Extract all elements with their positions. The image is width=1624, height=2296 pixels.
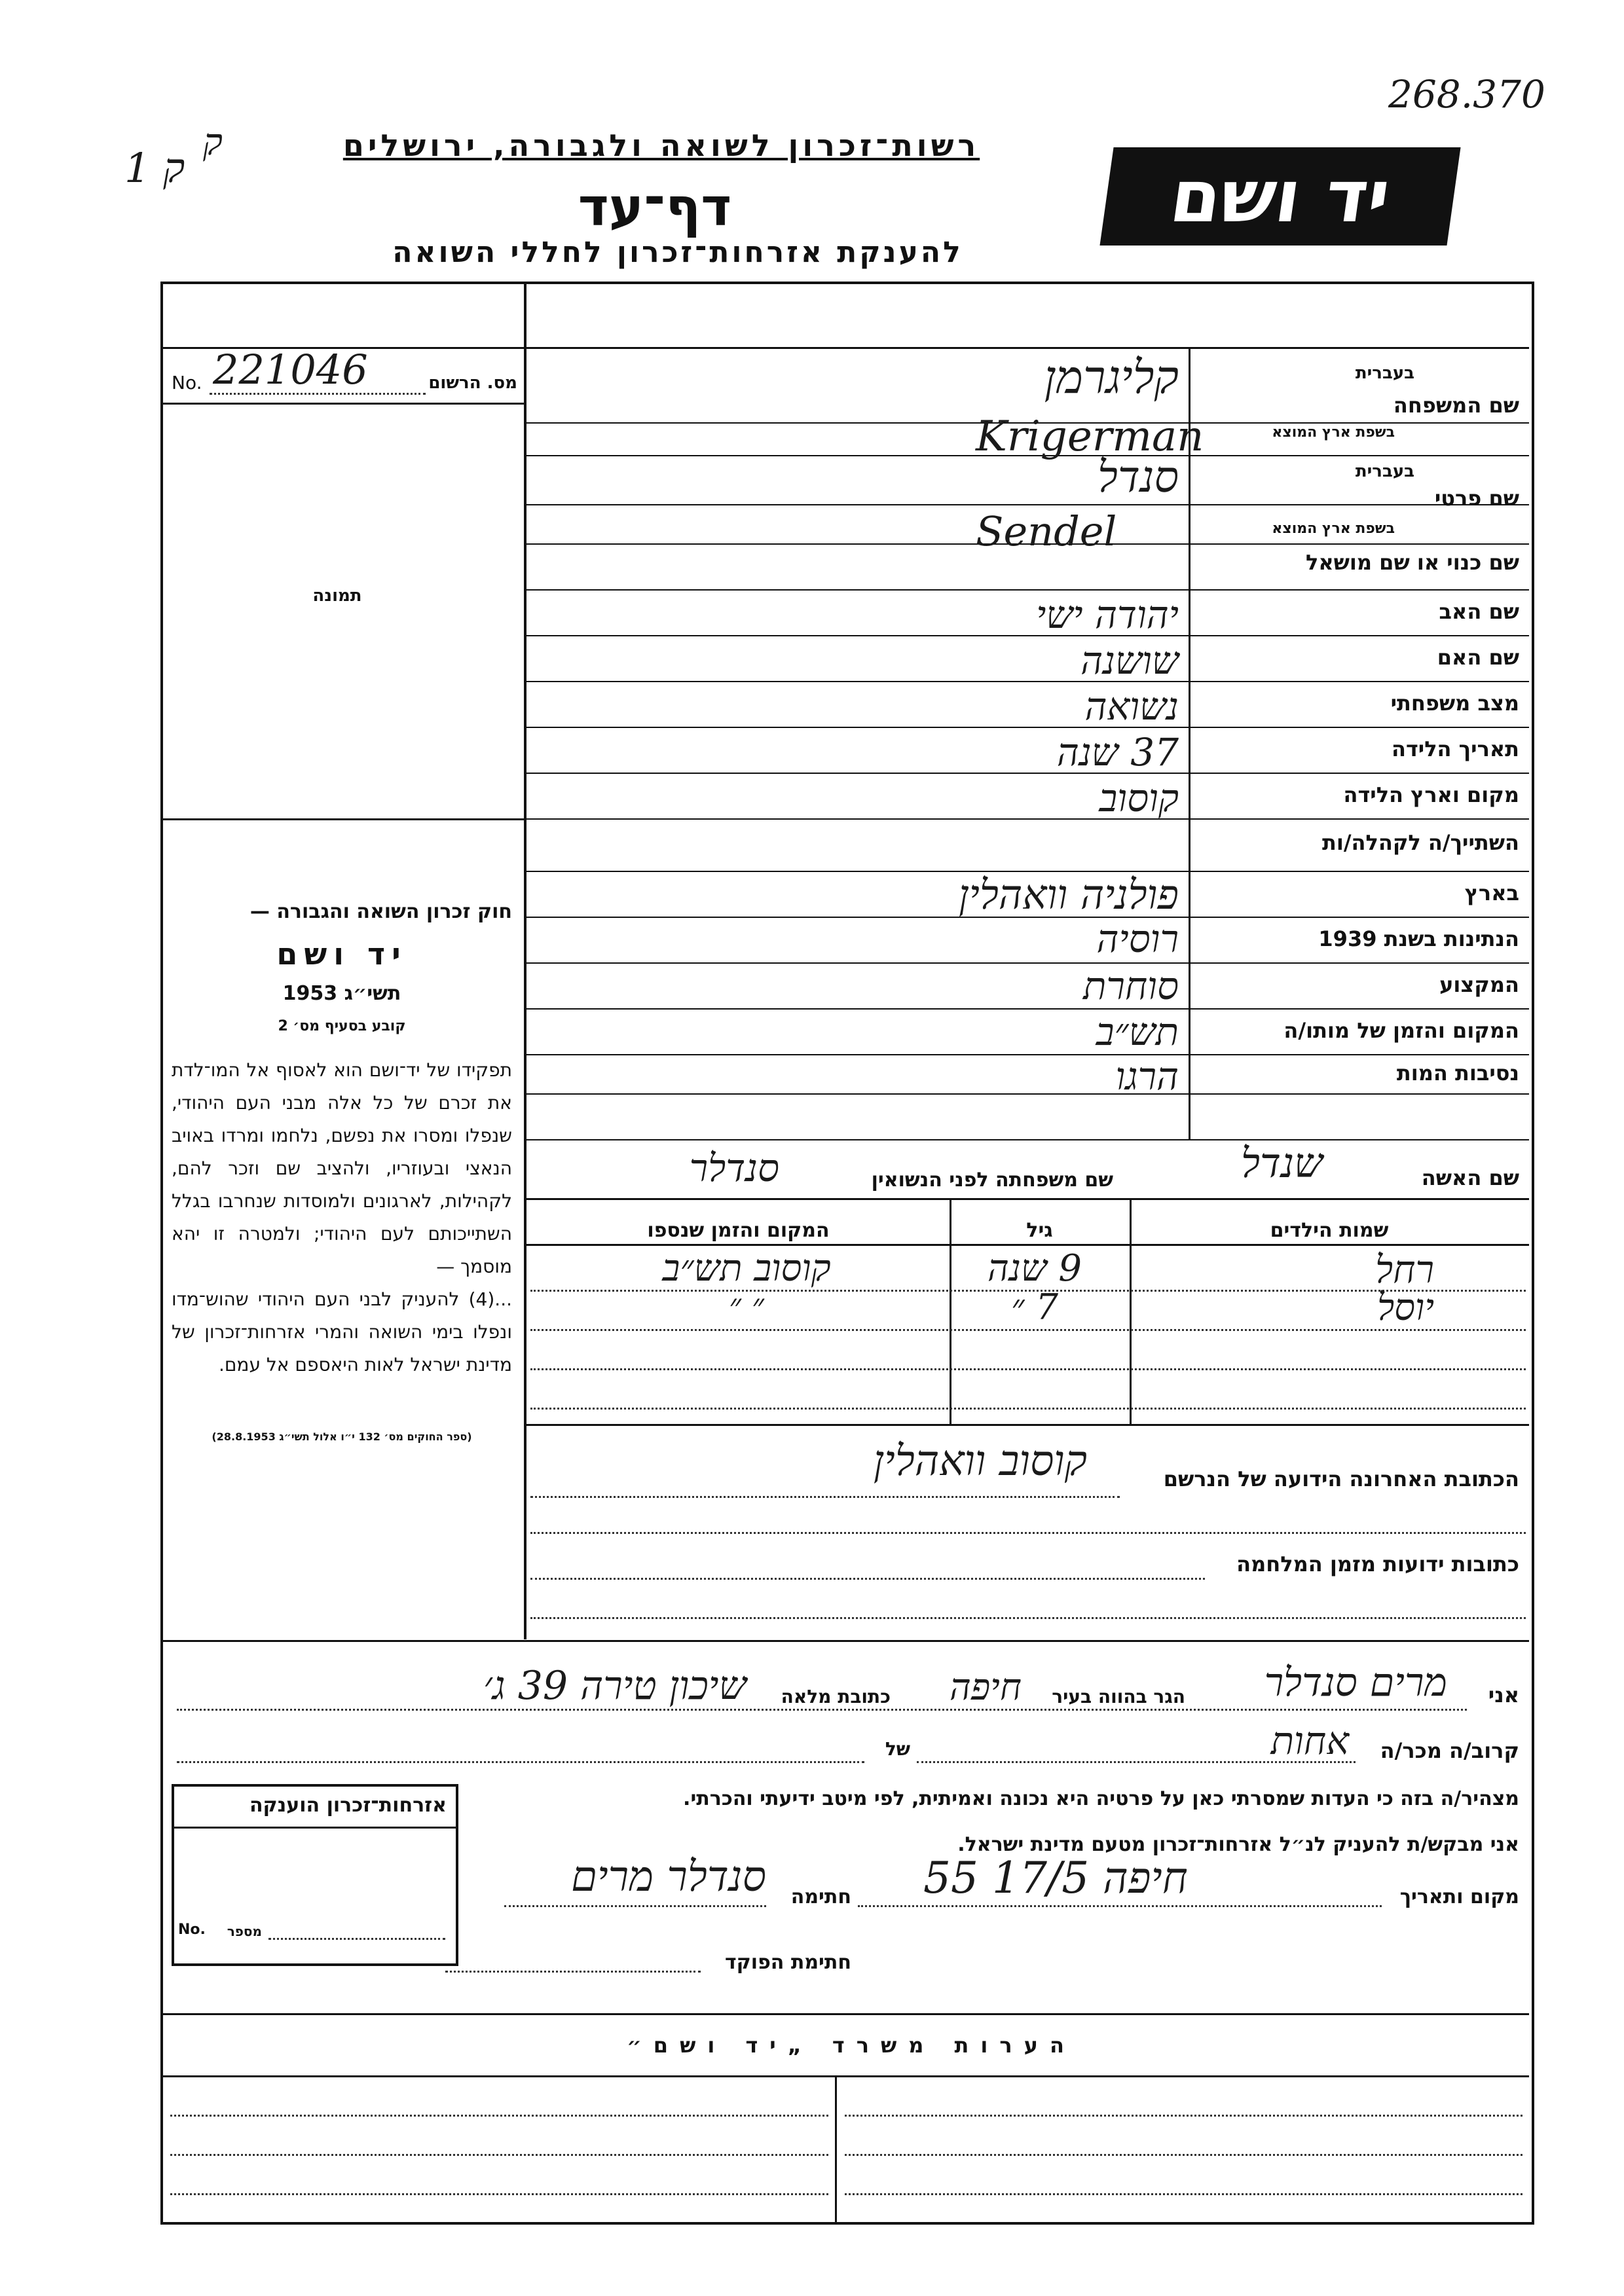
children-header-names: שמות הילדים bbox=[1270, 1219, 1389, 1242]
form-subtitle: להענקת אזרחות־זכרון לחללי השואה bbox=[392, 236, 963, 269]
citizenship-no-label: No. bbox=[178, 1922, 206, 1938]
declarant-relation-label: קרוב/ה מכר/ה bbox=[1380, 1738, 1519, 1763]
declarant-full-address[interactable]: שיכון טירה 39 ג׳ bbox=[483, 1663, 747, 1709]
photo-box-bottom bbox=[163, 818, 525, 820]
nationality-value[interactable]: רוסיה bbox=[1096, 917, 1179, 961]
child-age[interactable]: 7 ״ bbox=[1010, 1286, 1059, 1328]
child-age[interactable]: 9 שנה bbox=[987, 1247, 1082, 1290]
field-label-community: השתייך/ה לקהלה/ות bbox=[1321, 830, 1519, 855]
child-name[interactable]: רחל bbox=[1375, 1247, 1434, 1292]
birth-date-value[interactable]: 37 שנה bbox=[1056, 730, 1179, 774]
declaration-text: מצהיר/ה בזה כי העדות שמסרתי כאן על פרטיה היא נכונה ואמיתית, לפי מיטב ידיעתי והכרתי. bbox=[683, 1787, 1519, 1810]
marital-status-value[interactable]: נשואה bbox=[1084, 684, 1179, 729]
place-date-value[interactable]: חיפה 17/5 55 bbox=[923, 1853, 1188, 1903]
country-value[interactable]: פולניה וואהלין bbox=[958, 871, 1179, 919]
field-sub-origin-2: בשפת ארץ המוצא bbox=[1272, 520, 1395, 537]
death-place-time-value[interactable]: תש״ב bbox=[1096, 1010, 1179, 1054]
left-column-divider bbox=[524, 284, 526, 1639]
field-label-death-place-time: המקום והזמן של מותו/ה bbox=[1283, 1018, 1519, 1043]
field-sub-hebrew: בעברית bbox=[1355, 363, 1414, 383]
label-column-divider bbox=[1189, 347, 1190, 1139]
law-text-1: תפקידו של יד־ושם הוא לאסוף אל המו־לדת את זכרם של כל אלה מבני העם היהודי, שנפלו ומסרו את נפשם, נלחמו ומרדו באויב הנאצי ובעוזריו, ולהציב שם וזכר להם, לקהילות, לארגונים ולמוסדות שנחרבו בגלל השתייכותם לעם היהודי; ולמטרה זו יהא מוסמך — bbox=[172, 1059, 512, 1277]
declarant-resident-label: הגר בהווה בעיר bbox=[1052, 1686, 1185, 1707]
wartime-addresses-label: כתובות ידועות מזמן המלחמה bbox=[1236, 1552, 1519, 1576]
declarant-relation[interactable]: אחות bbox=[1270, 1719, 1349, 1763]
field-label-mother: שם האם bbox=[1437, 645, 1519, 670]
field-label-first-name: שם פרטי bbox=[1434, 486, 1519, 511]
authority-name: רשות־זכרון לשואה ולגבורה, ירושלים bbox=[342, 128, 980, 163]
form-title: דף־עד bbox=[578, 177, 732, 238]
children-header-place-time: המקום והזמן שנספו bbox=[647, 1219, 830, 1242]
registration-no-label: No. bbox=[172, 372, 202, 393]
corner-mark-left: ק 1 bbox=[124, 144, 185, 192]
field-label-profession: המקצוע bbox=[1439, 972, 1519, 997]
declarant-city[interactable]: חיפה bbox=[950, 1666, 1022, 1709]
field-label-family-name: שם המשפחה bbox=[1393, 393, 1519, 418]
yad-vashem-logo: יד ושם bbox=[1099, 147, 1460, 246]
field-label-nickname: שם כנוי או שם מושאל bbox=[1305, 550, 1519, 575]
citizenship-box-title: אזרחות־זכרון הוענקה bbox=[249, 1794, 447, 1817]
child-place-time[interactable]: קוסוב תש״ב bbox=[662, 1247, 831, 1290]
mother-name-value[interactable]: שושנה bbox=[1080, 638, 1179, 683]
field-label-country: בארץ bbox=[1464, 881, 1519, 905]
law-name: יד ושם bbox=[276, 936, 407, 972]
spouse-name-value[interactable]: שנדל bbox=[1240, 1139, 1323, 1187]
children-header-age: גיל bbox=[1026, 1219, 1053, 1242]
first-name-origin-value[interactable]: Sendel bbox=[976, 507, 1117, 555]
birth-place-value[interactable]: קוסוב bbox=[1099, 776, 1179, 820]
law-citation: (ספר החוקים מס׳ 132 י״ו אלול תשי״ג 28.8.1953) bbox=[212, 1430, 472, 1443]
request-text: אני מבקש/ת להעניק לנ״ל אזרחות־זכרון מטעם מדינת ישראל. bbox=[957, 1833, 1519, 1856]
office-notes-title: הערות משרד „יד ושם״ bbox=[627, 2033, 1076, 2058]
father-name-value[interactable]: יהודה ישי bbox=[1036, 592, 1179, 637]
signature-label: חתימה bbox=[790, 1886, 851, 1908]
family-name-origin-value[interactable]: Krigerman bbox=[976, 412, 1204, 461]
law-text-2: ...(4) להעניק לבני העם היהודי שהוש־מדו ונפלו בימי השואה והמרי אזרחות־זכרון של מדינת ישראל לאות היאספם אל עמם. bbox=[172, 1288, 512, 1376]
field-label-father: שם האב bbox=[1439, 599, 1519, 624]
field-sub-hebrew-2: בעברית bbox=[1355, 462, 1414, 481]
photo-label: תמונה bbox=[312, 586, 362, 606]
place-date-label: מקום ותאריך bbox=[1399, 1886, 1519, 1908]
field-sub-origin: בשפת ארץ המוצא bbox=[1272, 424, 1395, 441]
last-known-address-label: הכתובת האחרונה הידועה של הנרשם bbox=[1163, 1467, 1519, 1491]
declarant-full-address-label: כתובת מלאה bbox=[781, 1686, 891, 1707]
corner-mark-right: ק bbox=[203, 121, 223, 164]
citizenship-number-label: מספר bbox=[227, 1923, 262, 1939]
registration-label: מס. הרשום bbox=[428, 373, 517, 393]
archive-number: 268.370 bbox=[1388, 72, 1545, 117]
spouse-maiden-label: שם משפחתה לפני הנשואין bbox=[871, 1169, 1113, 1192]
registration-number[interactable]: 221046 bbox=[213, 346, 368, 393]
declarant-signature[interactable]: סנדלר מרים bbox=[570, 1853, 766, 1901]
law-year: תשי״ג 1953 bbox=[282, 982, 401, 1005]
spouse-label: שם האשה bbox=[1421, 1165, 1519, 1190]
profession-value[interactable]: סוחרת bbox=[1082, 964, 1179, 1008]
field-label-death-circumstances: נסיבות המות bbox=[1396, 1061, 1519, 1085]
spouse-maiden-value[interactable]: סנדלר bbox=[689, 1146, 779, 1190]
first-name-hebrew-value[interactable]: סנדל bbox=[1098, 452, 1179, 502]
declarant-i-label: אני bbox=[1488, 1683, 1519, 1707]
field-label-marital-status: מצב משפחתי bbox=[1390, 691, 1519, 716]
death-circumstances-value[interactable]: הרגו bbox=[1115, 1054, 1179, 1099]
field-label-nationality-1939: הנתינות בשנת 1939 bbox=[1318, 926, 1519, 951]
field-label-birth-place: מקום וארץ הלידה bbox=[1343, 782, 1519, 807]
last-known-address-value[interactable]: קוסוב וואהלין bbox=[873, 1437, 1087, 1485]
declarant-name[interactable]: מרים סנדלר bbox=[1264, 1660, 1447, 1705]
official-signature-label: חתימת הפוקד bbox=[725, 1951, 851, 1974]
field-label-birth-date: תאריך הלידה bbox=[1391, 737, 1519, 761]
law-clause: קובע בסעיף מס׳ 2 bbox=[278, 1018, 406, 1034]
family-name-hebrew-value[interactable]: קליגרמן bbox=[1044, 350, 1179, 404]
child-place-time[interactable]: ״ ״ bbox=[729, 1286, 764, 1324]
law-title: חוק זכרון השואה והגבורה — bbox=[249, 900, 512, 923]
child-name[interactable]: יוסל bbox=[1376, 1286, 1434, 1329]
declarant-of-label: של bbox=[885, 1738, 910, 1760]
